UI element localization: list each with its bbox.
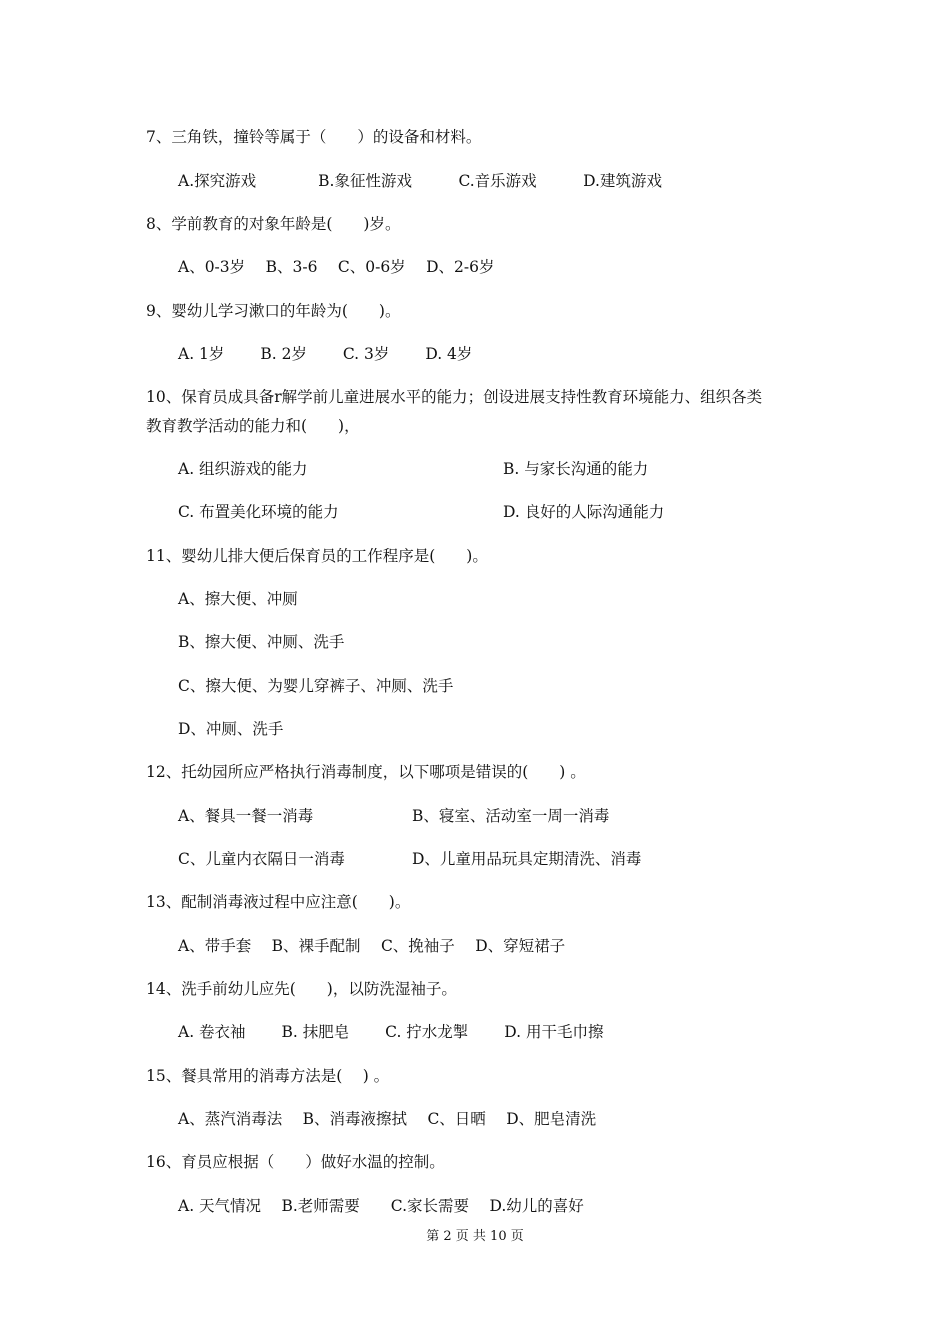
question-8-stem: 8、学前教育的对象年龄是( )岁。 xyxy=(146,215,401,233)
question-11-option-b: B、擦大便、冲厕、洗手 xyxy=(178,633,345,651)
page-number-footer: 第 2 页 共 10 页 xyxy=(426,1229,524,1244)
question-10-option-a: A. 组织游戏的能力 xyxy=(178,460,308,478)
question-11-stem: 11、婴幼儿排大便后保育员的工作程序是( )。 xyxy=(146,547,488,565)
question-15-stem: 15、餐具常用的消毒方法是( ) 。 xyxy=(146,1067,390,1085)
question-12-option-c: C、儿童内衣隔日一消毒 xyxy=(178,850,345,868)
question-14-options: A. 卷衣袖 B. 抹肥皂 C. 拧水龙掣 D. 用干毛巾擦 xyxy=(178,1023,604,1041)
question-9-options: A. 1岁 B. 2岁 C. 3岁 D. 4岁 xyxy=(178,345,473,363)
question-10-stem-line1: 10、保育员成具备r解学前儿童进展水平的能力；创设进展支持性教育环境能力、组织各类 xyxy=(146,388,763,406)
question-11-option-c: C、擦大便、为婴儿穿裤子、冲厕、洗手 xyxy=(178,677,454,695)
question-16-stem: 16、育员应根据（ ）做好水温的控制。 xyxy=(146,1153,445,1171)
question-10-option-d: D. 良好的人际沟通能力 xyxy=(503,503,665,521)
question-11-option-a: A、擦大便、冲厕 xyxy=(178,590,298,608)
question-12-option-d: D、儿童用品玩具定期清洗、消毒 xyxy=(412,850,642,868)
question-8-options: A、0-3岁 B、3-6 C、0-6岁 D、2-6岁 xyxy=(178,258,495,276)
question-12-option-a: A、餐具一餐一消毒 xyxy=(178,807,314,825)
question-9-stem: 9、婴幼儿学习漱口的年龄为( )。 xyxy=(146,302,401,320)
question-10-option-c: C. 布置美化环境的能力 xyxy=(178,503,339,521)
question-12-option-b: B、寝室、活动室一周一消毒 xyxy=(412,807,610,825)
question-16-options: A. 天气情况 B.老师需要 C.家长需要 D.幼儿的喜好 xyxy=(178,1197,584,1215)
question-7-stem: 7、三角铁，撞铃等属于（ ）的设备和材料。 xyxy=(146,128,482,146)
question-10-option-b: B. 与家长沟通的能力 xyxy=(503,460,649,478)
question-13-stem: 13、配制消毒液过程中应注意( )。 xyxy=(146,893,411,911)
question-12-stem: 12、托幼园所应严格执行消毒制度，以下哪项是错误的( ) 。 xyxy=(146,763,586,781)
question-10-stem-line2: 教育教学活动的能力和( )， xyxy=(146,417,360,435)
question-15-options: A、蒸汽消毒法 B、消毒液擦拭 C、日晒 D、肥皂清洗 xyxy=(178,1110,597,1128)
question-7-options: A.探究游戏 B.象征性游戏 C.音乐游戏 D.建筑游戏 xyxy=(178,172,662,190)
question-14-stem: 14、洗手前幼儿应先( )，以防洗湿袖子。 xyxy=(146,980,457,998)
question-13-options: A、带手套 B、裸手配制 C、挽袖子 D、穿短裙子 xyxy=(178,937,566,955)
question-11-option-d: D、冲厕、洗手 xyxy=(178,720,284,738)
